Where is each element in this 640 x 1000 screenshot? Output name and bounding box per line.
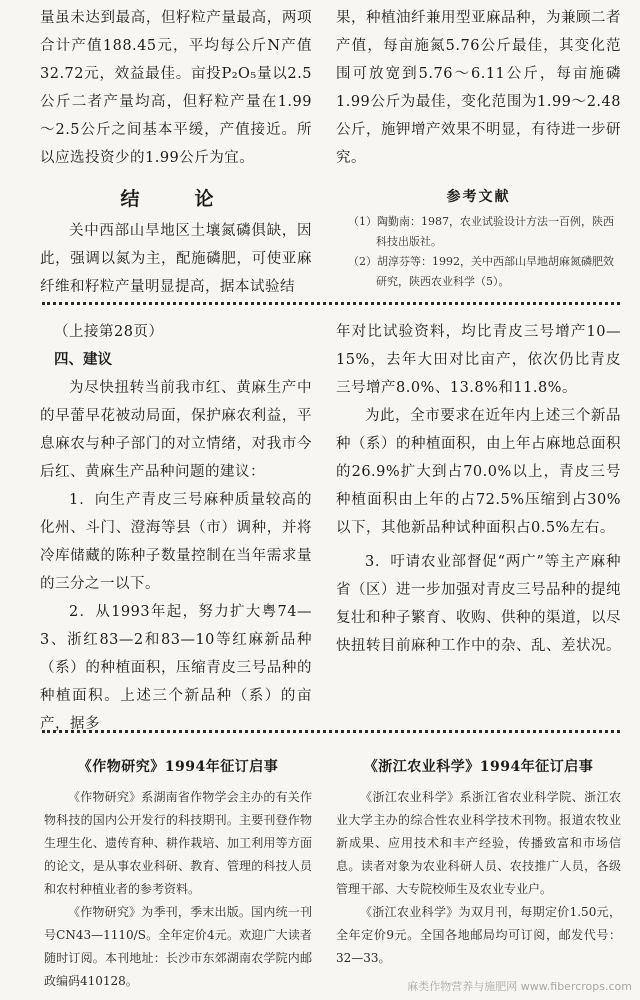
body-paragraph: 2．从1993年起，努力扩大粤74—3、浙红83—2和83—10等红麻新品种（系）的种植面积，压缩青皮三号品种的种植面积。上述三个新品种（系）的亩产，据多 bbox=[40, 604, 312, 732]
section-divider bbox=[42, 730, 620, 733]
notice-title-zhejiang-agri: 《浙江农业科学》1994年征订启事 bbox=[363, 759, 594, 775]
section-title-suggestions: 四、建议 bbox=[54, 351, 112, 368]
body-paragraph: 为此，全市要求在近年内上述三个新品种（系）的种植面积，由上年占麻地总面积的26.9%扩大到占70.0%以上，青皮三号种植面积由上年的占72.5%压缩到占30%以下，其他新品种试种面积占0.5%左右。 bbox=[336, 408, 621, 536]
notice-paragraph: 《作物研究》为季刊，季末出版。国内统一刊号CN43—1110/S。全年定价4元。欢迎广大读者随时订阅。本刊地址：长沙市东郊湖南农学院内邮政编码410128。 bbox=[44, 905, 312, 988]
section-divider bbox=[42, 302, 620, 305]
notice-paragraph: 《浙江农业科学》系浙江省农业科学院、浙江农业大学主办的综合性农业科学技术刊物。报道农牧业新成果、应用技术和丰产经验，传播致富和市场信息。读者对象为农业科研人员、农技推广人员，各级管理干部、大专院校师生及农业专业户。 bbox=[336, 790, 621, 896]
body-paragraph: 量虽未达到最高，但籽粒产量最高，两项合计产值188.45元，平均每公斤N产值32.72元，效益最佳。亩投P₂O₅量以2.5公斤二者产量均高，但籽粒产量在1.99～2.5公斤之间基本平缓，产值接近。所以应选投资少的1.99公斤为宜。 bbox=[40, 10, 312, 166]
site-watermark: 麻类作物营养与施肥网 www.fibercrops.com bbox=[407, 980, 632, 993]
top-left-column bbox=[40, 4, 312, 301]
bottom-right-notice bbox=[336, 750, 621, 970]
notice-title-crop-research: 《作物研究》1994年征订启事 bbox=[77, 759, 279, 775]
middle-left-column bbox=[40, 318, 312, 738]
bottom-left-notice bbox=[44, 750, 312, 993]
references-title: 参考文献 bbox=[446, 189, 511, 205]
body-paragraph: 果，种植油纤兼用型亚麻品种，为兼顾二者产值，每亩施氮5.76公斤最佳，其变化范围可放宽到5.76～6.11公斤，每亩施磷1.99公斤为最佳，变化范围为1.99～2.48公斤，施钾增产效果不明显，有待进一步研究。 bbox=[336, 10, 621, 166]
notice-paragraph: 《浙江农业科学》为双月刊，每期定价1.50元，全年定价9元。全国各地邮局均可订阅，邮发代号：32—33。 bbox=[336, 905, 621, 965]
notice-paragraph: 《作物研究》系湖南省作物学会主办的有关作物科技的国内公开发行的科技期刊。主要刊登作物生理生化、遗传育种、耕作栽培、加工利用等方面的论文，是从事农业科研、教育、管理的科技人员和农村种植业者的参考资料。 bbox=[44, 790, 312, 896]
reference-item: （1）陶勤南：1987，农业试验设计方法一百例，陕西科技出版社。 bbox=[348, 215, 614, 248]
reference-item: （2）胡淳芬等：1992，关中西部山旱地胡麻氮磷肥效研究，陕西农业科学（5）。 bbox=[348, 255, 614, 288]
body-paragraph: 3．吁请农业部督促“两广”等主产麻种省（区）进一步加强对青皮三号品种的提纯复壮和种子繁育、收购、供种的渠道，以尽快扭转目前麻种工作中的杂、乱、差状况。 bbox=[336, 554, 621, 654]
body-paragraph: 年对比试验资料，均比青皮三号增产10—15%，去年大田对比亩产，依次仍比青皮三号增产8.0%、13.8%和11.8%。 bbox=[336, 324, 621, 396]
body-paragraph: 为尽快扭转当前我市红、黄麻生产中的早蕾早花被动局面，保护麻农利益，平息麻农与种子部门的对立情绪，对我市今后红、黄麻生产品种问题的建议： bbox=[40, 380, 312, 480]
middle-right-column bbox=[336, 318, 621, 660]
section-heading-conclusion: 结 论 bbox=[120, 188, 232, 210]
continued-note: （上接第28页） bbox=[54, 324, 164, 340]
top-right-column bbox=[336, 4, 621, 292]
body-paragraph: 1．向生产青皮三号麻种质量较高的化州、斗门、澄海等县（市）调种，并将冷库储藏的陈种子数量控制在当年需求量的三分之一以下。 bbox=[40, 492, 312, 592]
body-paragraph: 关中西部山旱地区土壤氮磷俱缺，因此，强调以氮为主，配施磷肥，可使亚麻纤维和籽粒产量明显提高，据本试验结 bbox=[40, 223, 312, 295]
